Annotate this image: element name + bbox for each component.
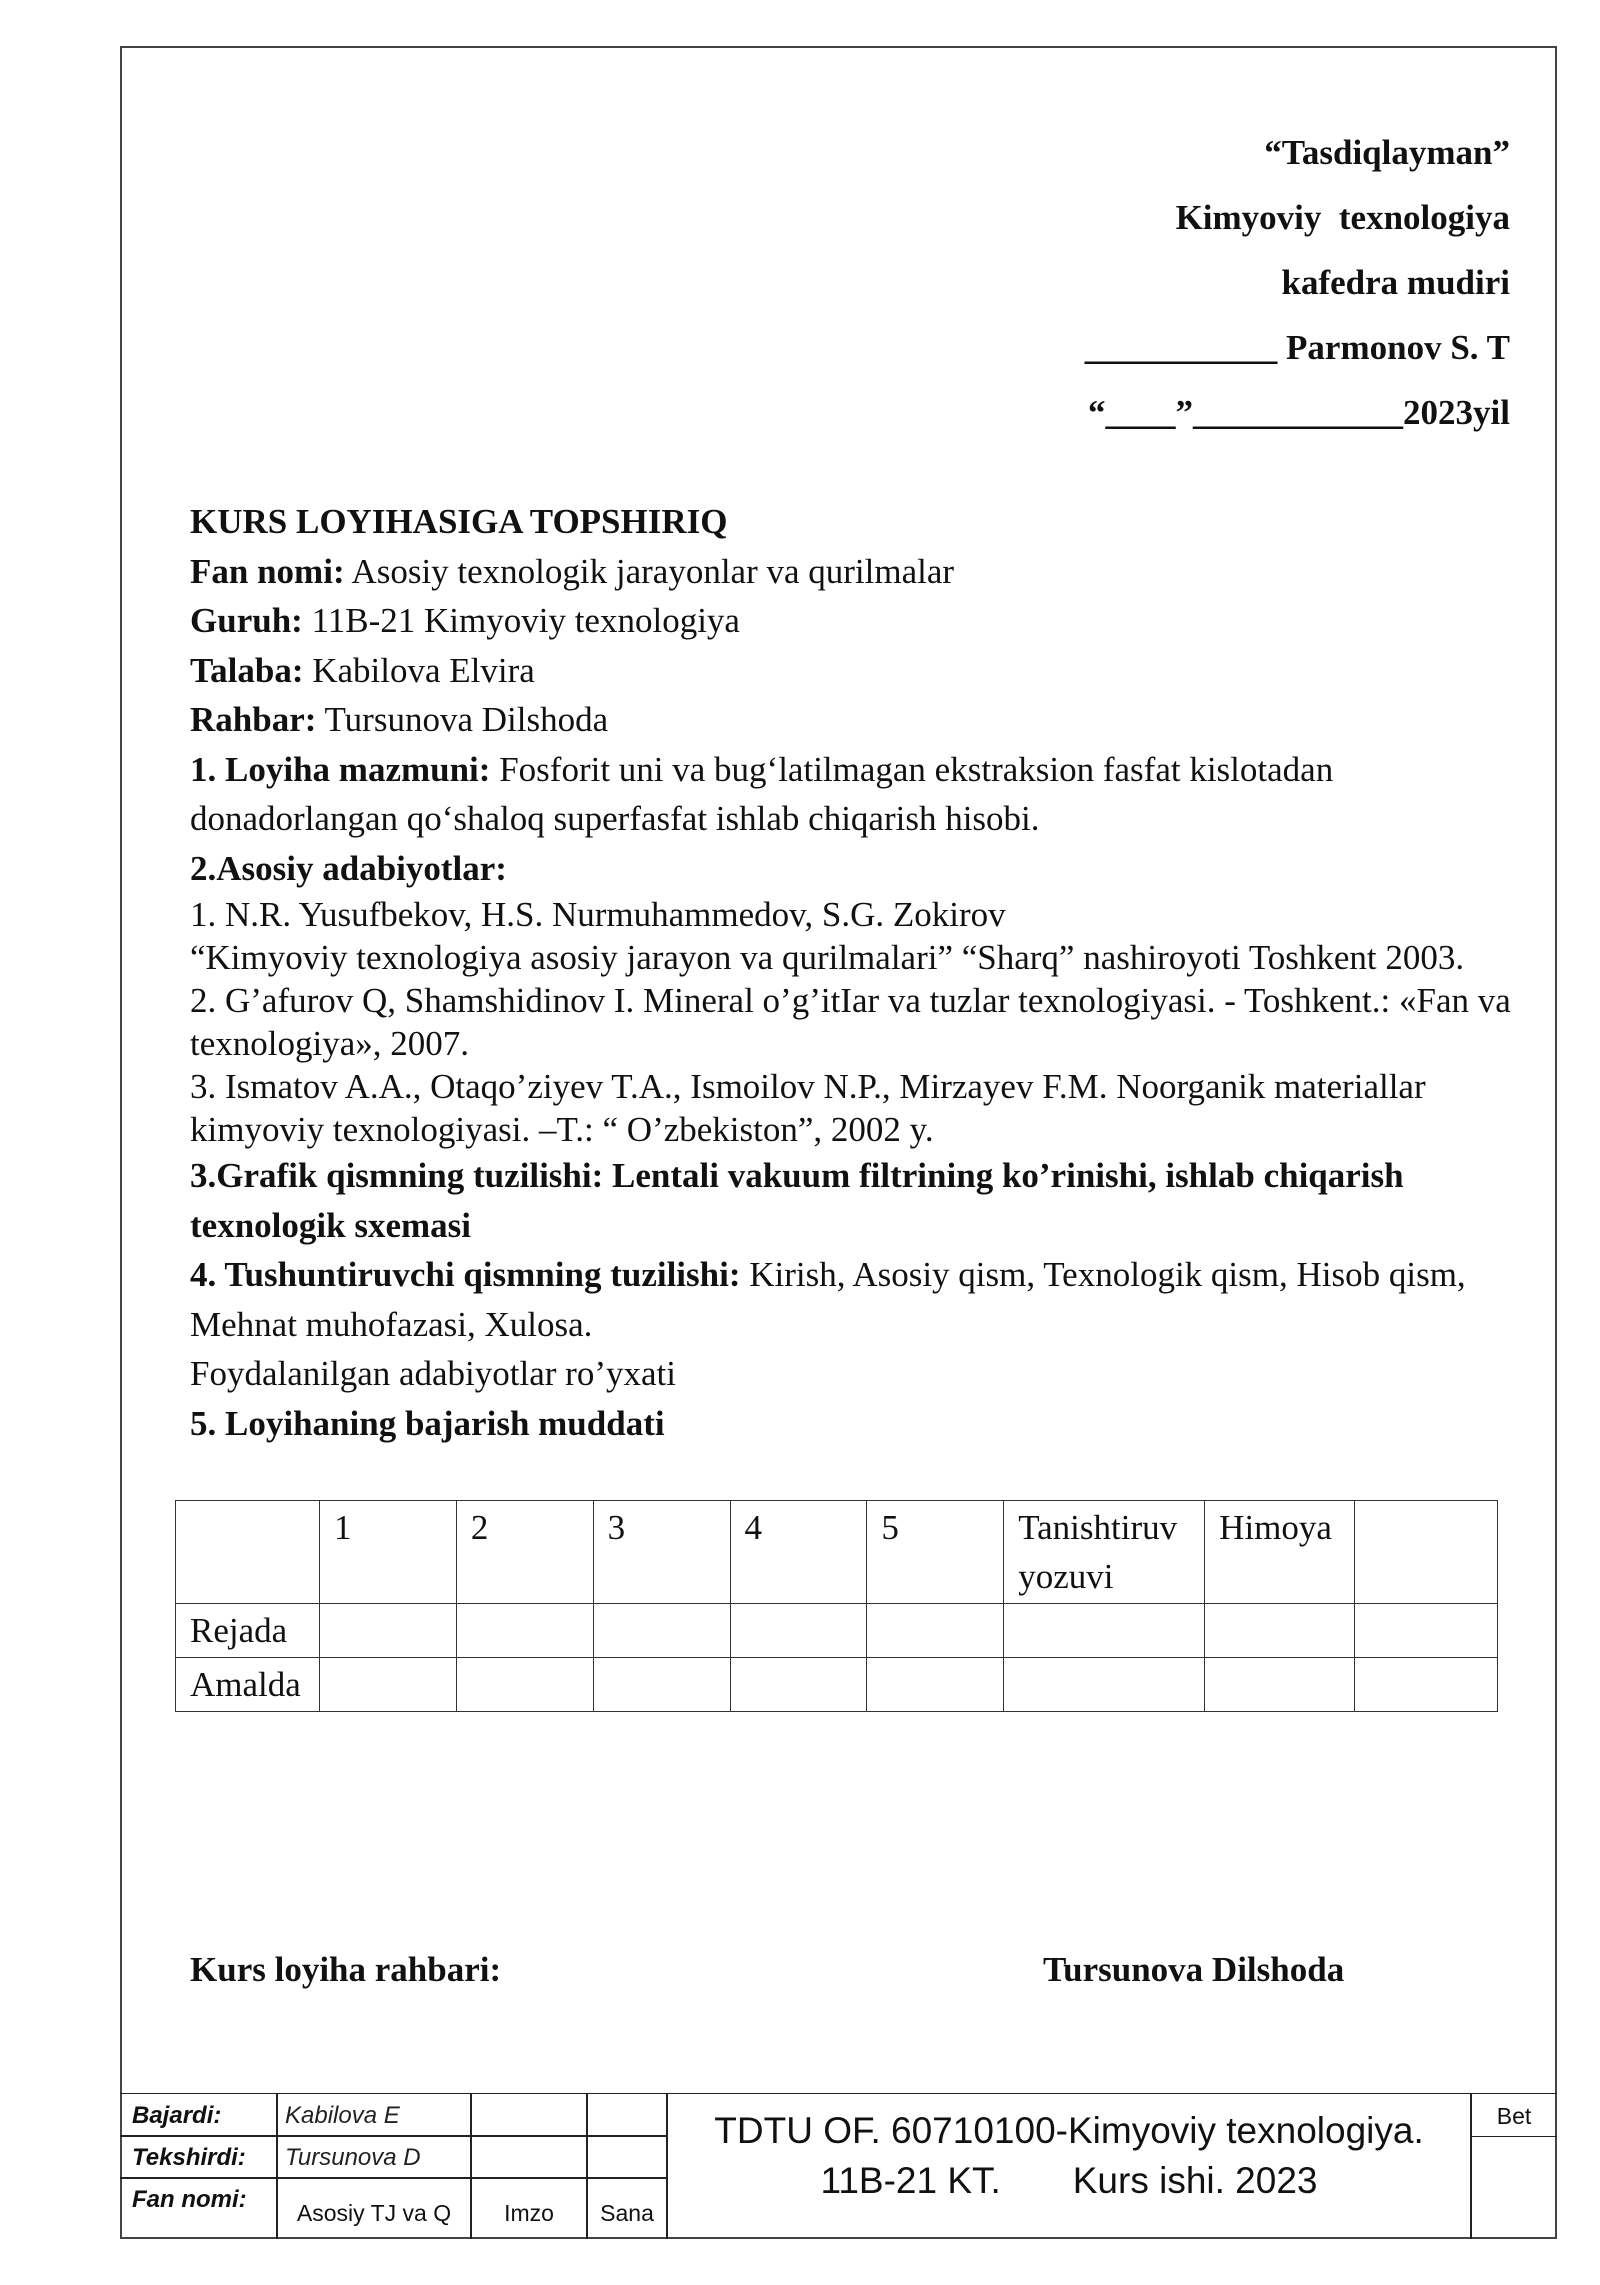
- schedule-header-cell: 1: [319, 1501, 456, 1604]
- schedule-header-cell: 5: [867, 1501, 1004, 1604]
- literature-item: 2. G’afurov Q, Shamshidinov I. Mineral o’g’itIar va tuzlar texnologiyasi. - Toshkent.: «Fan va texnologiya», 2007.: [190, 981, 1511, 1063]
- approval-department: Kimyoviy texnologiya: [1175, 198, 1510, 237]
- stamp-date-cell: [586, 2135, 668, 2179]
- schedule-row-planned: [176, 1604, 1498, 1658]
- schedule-cell: [867, 1604, 1004, 1658]
- approval-heading: “Tasdiqlayman”: [1264, 133, 1510, 172]
- stamp-title-line1: TDTU OF. 60710100-Kimyoviy texnologiya.: [714, 2110, 1424, 2151]
- literature-item: 3. Ismatov A.A., Otaqo’ziyev T.A., Ismoilov N.P., Mirzayev F.M. Noorganik materiallar kimyoviy texnologiyasi. –T.: “ O’zbekiston”, 2002 y.: [190, 1067, 1426, 1149]
- stamp-checked-label: Tekshirdi:: [120, 2135, 278, 2179]
- schedule-header-cell: Tanishtiruv yozuvi: [1004, 1501, 1205, 1604]
- field-group: Guruh: 11B-21 Kimyoviy texnologiya: [190, 601, 740, 640]
- title-stamp: [120, 2093, 1557, 2239]
- schedule-cell: [456, 1658, 593, 1712]
- assignment-content: [190, 497, 1515, 1448]
- schedule-cell: [1205, 1658, 1355, 1712]
- schedule-header-row: [176, 1501, 1498, 1604]
- approval-signatory: ___________ Parmonov S. T: [1084, 328, 1510, 367]
- section-graphic-part: 3.Grafik qismning tuzilishi: Lentali vakuum filtrining ko’rinishi, ishlab chiqarish texnologik sxemasi: [190, 1156, 1404, 1245]
- schedule-cell: [456, 1604, 593, 1658]
- stamp-signature-cell: [470, 2135, 588, 2179]
- schedule-cell: [319, 1658, 456, 1712]
- stamp-checked-value: Tursunova D: [276, 2135, 472, 2179]
- stamp-date-cell: [586, 2093, 668, 2137]
- stamp-subject-value: Asosiy TJ va Q: [276, 2177, 472, 2239]
- schedule-table: [175, 1500, 1498, 1712]
- approval-date: “____”____________2023yil: [1088, 393, 1510, 432]
- schedule-row-label: Amalda: [176, 1658, 320, 1712]
- signature-label: Kurs loyiha rahbari:: [190, 1950, 502, 1989]
- field-student: Talaba: Kabilova Elvira: [190, 650, 535, 690]
- schedule-cell: [1004, 1658, 1205, 1712]
- schedule-cell: [1355, 1604, 1498, 1658]
- schedule-cell: [1205, 1604, 1355, 1658]
- section-explanatory-extra: Foydalanilgan adabiyotlar ro’yxati: [190, 1354, 676, 1393]
- literature-list: [190, 893, 1515, 1151]
- schedule-cell: [593, 1658, 730, 1712]
- literature-item: 1. N.R. Yusufbekov, H.S. Nurmuhammedov, S.G. Zokirov: [190, 895, 1006, 934]
- section-literature-heading: 2.Asosiy adabiyotlar:: [190, 848, 507, 888]
- schedule-header-cell: 3: [593, 1501, 730, 1604]
- stamp-imzo-label: Imzo: [470, 2177, 588, 2239]
- schedule-cell: [730, 1658, 867, 1712]
- schedule-cell: [867, 1658, 1004, 1712]
- schedule-header-cell: 2: [456, 1501, 593, 1604]
- approval-position: kafedra mudiri: [1281, 263, 1510, 302]
- schedule-header-cell: [176, 1501, 320, 1604]
- approval-block: [1085, 120, 1510, 445]
- stamp-document-title: [666, 2093, 1472, 2239]
- signature-name: Tursunova Dilshoda: [1043, 1950, 1345, 1989]
- schedule-cell: [730, 1604, 867, 1658]
- section-explanatory-part: 4. Tushuntiruvchi qismning tuzilishi: Kirish, Asosiy qism, Texnologik qism, Hisob qism, Mehnat muhofazasi, Xulosa.: [190, 1255, 1466, 1344]
- stamp-sana-label: Sana: [586, 2177, 668, 2239]
- stamp-performed-value: Kabilova E: [276, 2093, 472, 2137]
- literature-item: “Kimyoviy texnologiya asosiy jarayon va qurilmalari” “Sharq” nashiroyoti Toshkent 2003.: [190, 938, 1465, 977]
- section-deadline-heading: 5. Loyihaning bajarish muddati: [190, 1403, 665, 1443]
- schedule-row-label: Rejada: [176, 1604, 320, 1658]
- stamp-performed-label: Bajardi:: [120, 2093, 278, 2137]
- stamp-page-number-cell: [1470, 2135, 1557, 2239]
- section-project-content: 1. Loyiha mazmuni: Fosforit uni va bug‘latilmagan ekstraksion fasfat kislotadan donadorlangan qo‘shaloq superfasfat ishlab chiqarish hisobi.: [190, 749, 1334, 838]
- document-title: KURS LOYIHASIGA TOPSHIRIQ: [190, 502, 728, 541]
- stamp-title-line2: 11B-21 KT. Kurs ishi. 2023: [820, 2160, 1318, 2201]
- schedule-cell: [1004, 1604, 1205, 1658]
- field-subject: Fan nomi: Asosiy texnologik jarayonlar va qurilmalar: [190, 551, 955, 591]
- stamp-signature-cell: [470, 2093, 588, 2137]
- field-supervisor: Rahbar: Tursunova Dilshoda: [190, 700, 609, 739]
- schedule-header-cell: 4: [730, 1501, 867, 1604]
- stamp-page-label: Bet: [1470, 2093, 1557, 2137]
- stamp-subject-label: Fan nomi:: [120, 2177, 278, 2239]
- schedule-cell: [319, 1604, 456, 1658]
- schedule-header-cell: Himoya: [1205, 1501, 1355, 1604]
- schedule-cell: [1355, 1658, 1498, 1712]
- schedule-row-actual: [176, 1658, 1498, 1712]
- schedule-cell: [593, 1604, 730, 1658]
- schedule-header-cell: [1355, 1501, 1498, 1604]
